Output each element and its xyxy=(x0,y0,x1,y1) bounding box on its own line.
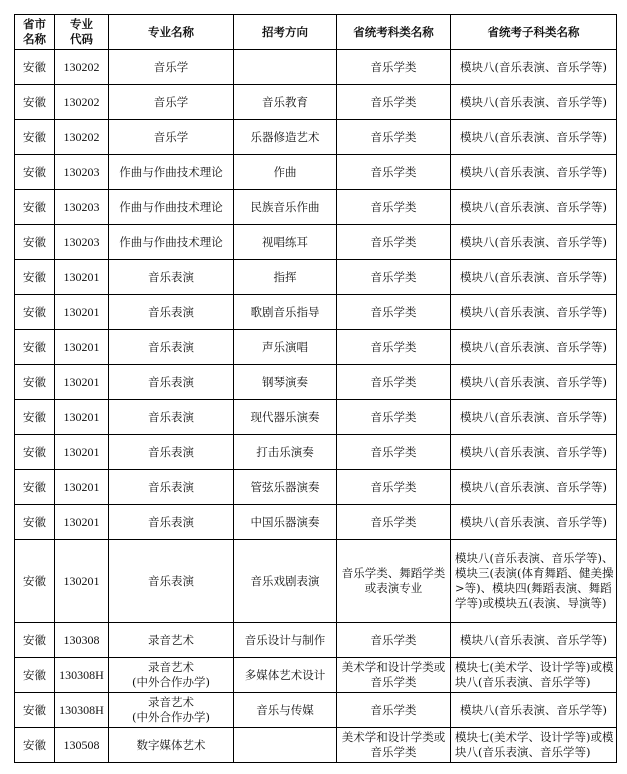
cell-code: 130201 xyxy=(55,435,109,470)
cell-subcategory: 模块八(音乐表演、音乐学等) xyxy=(451,190,617,225)
cell-direction: 中国乐器演奏 xyxy=(234,505,337,540)
cell-direction: 音乐教育 xyxy=(234,85,337,120)
cell-code: 130202 xyxy=(55,50,109,85)
cell-major: 作曲与作曲技术理论 xyxy=(109,225,234,260)
cell-category: 音乐学类 xyxy=(337,260,451,295)
cell-province: 安徽 xyxy=(15,85,55,120)
table-row xyxy=(15,400,617,435)
table-row xyxy=(15,225,617,260)
cell-category: 音乐学类 xyxy=(337,190,451,225)
cell-major: 数字媒体艺术 xyxy=(109,728,234,763)
cell-direction: 钢琴演奏 xyxy=(234,365,337,400)
cell-major: 音乐学 xyxy=(109,85,234,120)
header-category: 省统考科类名称 xyxy=(337,15,451,50)
cell-province: 安徽 xyxy=(15,225,55,260)
cell-province: 安徽 xyxy=(15,693,55,728)
cell-subcategory: 模块八(音乐表演、音乐学等) xyxy=(451,295,617,330)
table-row xyxy=(15,190,617,225)
cell-province: 安徽 xyxy=(15,330,55,365)
cell-major: 音乐学 xyxy=(109,120,234,155)
cell-subcategory: 模块八(音乐表演、音乐学等) xyxy=(451,120,617,155)
cell-direction: 音乐戏剧表演 xyxy=(234,540,337,623)
cell-major: 作曲与作曲技术理论 xyxy=(109,190,234,225)
cell-major: 音乐表演 xyxy=(109,435,234,470)
cell-subcategory: 模块八(音乐表演、音乐学等) xyxy=(451,693,617,728)
cell-province: 安徽 xyxy=(15,540,55,623)
cell-category: 音乐学类 xyxy=(337,155,451,190)
cell-direction: 现代器乐演奏 xyxy=(234,400,337,435)
cell-province: 安徽 xyxy=(15,295,55,330)
cell-direction: 音乐设计与制作 xyxy=(234,623,337,658)
cell-major: 音乐表演 xyxy=(109,505,234,540)
cell-category: 音乐学类 xyxy=(337,50,451,85)
cell-subcategory: 模块七(美术学、设计学等)或模 块八(音乐表演、音乐学等) xyxy=(451,658,617,693)
header-major: 专业名称 xyxy=(109,15,234,50)
cell-province: 安徽 xyxy=(15,435,55,470)
table-row xyxy=(15,50,617,85)
header-province: 省市 名称 xyxy=(15,15,55,50)
table-row xyxy=(15,505,617,540)
cell-code: 130201 xyxy=(55,365,109,400)
cell-category: 音乐学类 xyxy=(337,693,451,728)
cell-major: 音乐表演 xyxy=(109,400,234,435)
cell-code: 130201 xyxy=(55,470,109,505)
cell-category: 音乐学类 xyxy=(337,365,451,400)
cell-major: 音乐表演 xyxy=(109,365,234,400)
cell-code: 130308H xyxy=(55,693,109,728)
cell-province: 安徽 xyxy=(15,505,55,540)
cell-code: 130201 xyxy=(55,330,109,365)
cell-code: 130308 xyxy=(55,623,109,658)
cell-category: 音乐学类 xyxy=(337,330,451,365)
cell-major: 录音艺术 xyxy=(109,623,234,658)
cell-category: 音乐学类 xyxy=(337,295,451,330)
cell-direction: 乐器修造艺术 xyxy=(234,120,337,155)
cell-province: 安徽 xyxy=(15,470,55,505)
cell-code: 130308H xyxy=(55,658,109,693)
cell-code: 130202 xyxy=(55,85,109,120)
cell-province: 安徽 xyxy=(15,728,55,763)
table-row xyxy=(15,658,617,693)
cell-province: 安徽 xyxy=(15,623,55,658)
table-row xyxy=(15,260,617,295)
table-row xyxy=(15,623,617,658)
cell-code: 130203 xyxy=(55,225,109,260)
cell-major: 作曲与作曲技术理论 xyxy=(109,155,234,190)
cell-subcategory: 模块八(音乐表演、音乐学等) xyxy=(451,400,617,435)
cell-category: 音乐学类 xyxy=(337,400,451,435)
cell-province: 安徽 xyxy=(15,50,55,85)
cell-direction: 多媒体艺术设计 xyxy=(234,658,337,693)
cell-subcategory: 模块七(美术学、设计学等)或模 块八(音乐表演、音乐学等) xyxy=(451,728,617,763)
cell-code: 130201 xyxy=(55,295,109,330)
cell-major: 音乐表演 xyxy=(109,260,234,295)
table-body xyxy=(15,50,617,763)
cell-direction xyxy=(234,728,337,763)
header-code: 专业 代码 xyxy=(55,15,109,50)
cell-category: 音乐学类 xyxy=(337,470,451,505)
cell-province: 安徽 xyxy=(15,658,55,693)
cell-province: 安徽 xyxy=(15,190,55,225)
cell-direction xyxy=(234,50,337,85)
cell-category: 音乐学类 xyxy=(337,435,451,470)
cell-code: 130201 xyxy=(55,505,109,540)
table-row xyxy=(15,155,617,190)
header-direction: 招考方向 xyxy=(234,15,337,50)
cell-direction: 作曲 xyxy=(234,155,337,190)
cell-subcategory: 模块八(音乐表演、音乐学等) xyxy=(451,50,617,85)
cell-category: 美术学和设计学类或 音乐学类 xyxy=(337,658,451,693)
cell-category: 音乐学类 xyxy=(337,623,451,658)
cell-category: 音乐学类 xyxy=(337,225,451,260)
cell-subcategory: 模块八(音乐表演、音乐学等) xyxy=(451,85,617,120)
cell-major: 音乐表演 xyxy=(109,540,234,623)
cell-code: 130202 xyxy=(55,120,109,155)
cell-category: 音乐学类 xyxy=(337,120,451,155)
cell-code: 130201 xyxy=(55,260,109,295)
header-row xyxy=(15,15,617,50)
cell-subcategory: 模块八(音乐表演、音乐学等) xyxy=(451,330,617,365)
cell-direction: 打击乐演奏 xyxy=(234,435,337,470)
cell-subcategory: 模块八(音乐表演、音乐学等) xyxy=(451,260,617,295)
cell-subcategory: 模块八(音乐表演、音乐学等) xyxy=(451,505,617,540)
cell-code: 130201 xyxy=(55,400,109,435)
cell-direction: 声乐演唱 xyxy=(234,330,337,365)
cell-subcategory: 模块八(音乐表演、音乐学等) xyxy=(451,435,617,470)
cell-direction: 管弦乐器演奏 xyxy=(234,470,337,505)
table-row xyxy=(15,693,617,728)
table-row xyxy=(15,330,617,365)
cell-province: 安徽 xyxy=(15,120,55,155)
cell-subcategory: 模块八(音乐表演、音乐学等) xyxy=(451,155,617,190)
cell-direction: 歌剧音乐指导 xyxy=(234,295,337,330)
cell-province: 安徽 xyxy=(15,365,55,400)
cell-province: 安徽 xyxy=(15,155,55,190)
cell-major: 音乐表演 xyxy=(109,295,234,330)
table-row xyxy=(15,85,617,120)
header-subcategory: 省统考子科类名称 xyxy=(451,15,617,50)
cell-major: 音乐学 xyxy=(109,50,234,85)
table-row xyxy=(15,728,617,763)
cell-subcategory: 模块八(音乐表演、音乐学等) xyxy=(451,470,617,505)
cell-direction: 指挥 xyxy=(234,260,337,295)
cell-subcategory: 模块八(音乐表演、音乐学等)、 模块三(表演(体育舞蹈、健美操 >等)、模块四(舞蹈表演、舞蹈 学等)或模块五(表演、导演等) xyxy=(451,540,617,623)
cell-direction: 视唱练耳 xyxy=(234,225,337,260)
cell-subcategory: 模块八(音乐表演、音乐学等) xyxy=(451,225,617,260)
cell-major: 音乐表演 xyxy=(109,470,234,505)
cell-category: 美术学和设计学类或 音乐学类 xyxy=(337,728,451,763)
cell-category: 音乐学类 xyxy=(337,505,451,540)
cell-code: 130201 xyxy=(55,540,109,623)
majors-table xyxy=(14,14,617,763)
cell-category: 音乐学类 xyxy=(337,85,451,120)
table-row xyxy=(15,120,617,155)
cell-direction: 民族音乐作曲 xyxy=(234,190,337,225)
cell-subcategory: 模块八(音乐表演、音乐学等) xyxy=(451,365,617,400)
cell-code: 130203 xyxy=(55,190,109,225)
table-row xyxy=(15,295,617,330)
cell-province: 安徽 xyxy=(15,260,55,295)
cell-major: 音乐表演 xyxy=(109,330,234,365)
cell-major: 录音艺术 (中外合作办学) xyxy=(109,693,234,728)
table-row xyxy=(15,470,617,505)
table-row xyxy=(15,540,617,623)
table-row xyxy=(15,365,617,400)
cell-category: 音乐学类、舞蹈学类 或表演专业 xyxy=(337,540,451,623)
cell-major: 录音艺术 (中外合作办学) xyxy=(109,658,234,693)
cell-code: 130508 xyxy=(55,728,109,763)
cell-direction: 音乐与传媒 xyxy=(234,693,337,728)
cell-code: 130203 xyxy=(55,155,109,190)
cell-province: 安徽 xyxy=(15,400,55,435)
cell-subcategory: 模块八(音乐表演、音乐学等) xyxy=(451,623,617,658)
table-row xyxy=(15,435,617,470)
